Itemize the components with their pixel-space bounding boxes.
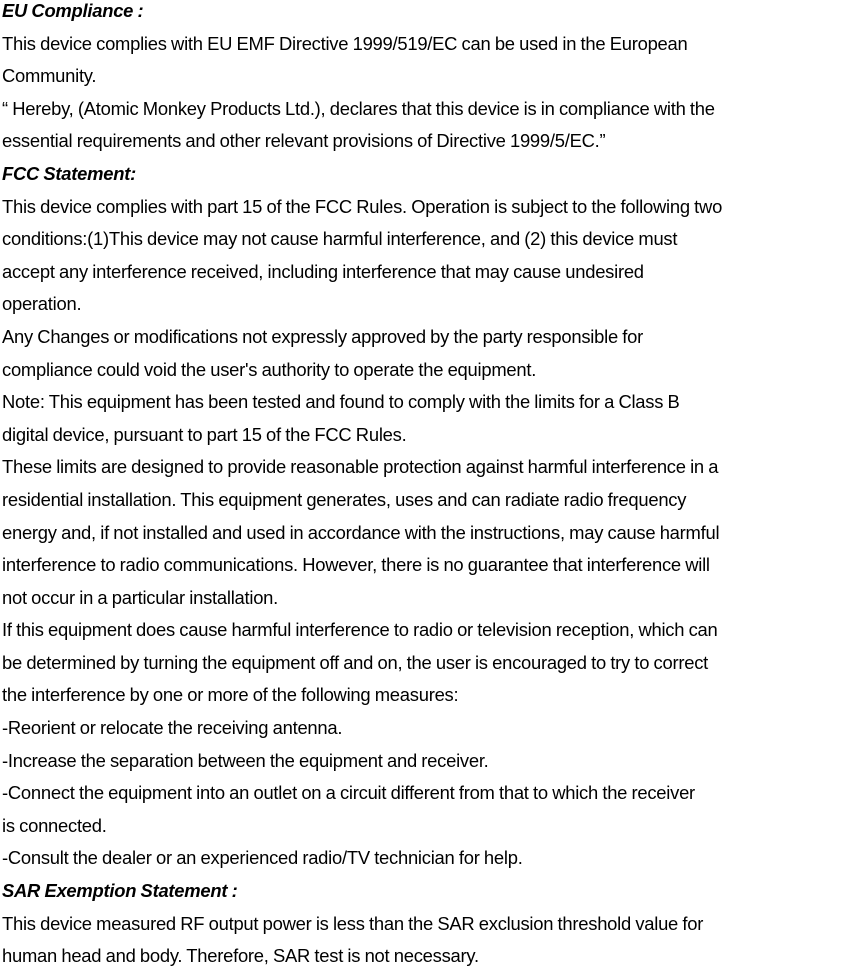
fcc-text-line: interference to radio communications. However, there is no guarantee that interference will (2, 554, 710, 576)
fcc-measure-item: -Connect the equipment into an outlet on a circuit different from that to which the receiver (2, 782, 695, 804)
fcc-measure-item: -Increase the separation between the equipment and receiver. (2, 749, 489, 771)
fcc-text-line: operation. (2, 293, 82, 315)
fcc-text-line: not occur in a particular installation. (2, 586, 279, 608)
fcc-statement-heading: FCC Statement: (2, 162, 136, 184)
fcc-text-line: residential installation. This equipment generates, uses and can radiate radio frequency (2, 488, 687, 510)
fcc-text-line: If this equipment does cause harmful interference to radio or television reception, which can (2, 619, 718, 641)
eu-text-line: This device complies with EU EMF Directive 1999/519/EC can be used in the European (2, 32, 688, 54)
fcc-text-line: be determined by turning the equipment off and on, the user is encouraged to try to correct (2, 651, 709, 673)
fcc-measure-item: -Consult the dealer or an experienced radio/TV technician for help. (2, 847, 523, 869)
sar-text-line: This device measured RF output power is less than the SAR exclusion threshold value for (2, 912, 704, 934)
fcc-text-line: conditions:(1)This device may not cause harmful interference, and (2) this device must (2, 228, 678, 250)
sar-text-line: human head and body. Therefore, SAR test is not necessary. (2, 945, 479, 967)
fcc-text-line: energy and, if not installed and used in accordance with the instructions, may cause harmful (2, 521, 720, 543)
fcc-text-line: digital device, pursuant to part 15 of the FCC Rules. (2, 423, 407, 445)
fcc-text-line: This device complies with part 15 of the FCC Rules. Operation is subject to the following two (2, 195, 723, 217)
eu-text-line: Community. (2, 65, 97, 87)
sar-exemption-heading: SAR Exemption Statement : (2, 880, 238, 902)
fcc-measure-item: is connected. (2, 814, 107, 836)
fcc-text-line: accept any interference received, including interference that may cause undesired (2, 260, 644, 282)
fcc-text-line: Note: This equipment has been tested and found to comply with the limits for a Class B (2, 391, 680, 413)
eu-compliance-heading: EU Compliance : (2, 0, 144, 21)
fcc-text-line: compliance could void the user's authority to operate the equipment. (2, 358, 537, 380)
fcc-text-line: These limits are designed to provide reasonable protection against harmful interference in a (2, 456, 719, 478)
fcc-text-line: Any Changes or modifications not expressly approved by the party responsible for (2, 325, 644, 347)
eu-text-line: essential requirements and other relevant provisions of Directive 1999/5/EC.” (2, 130, 606, 152)
fcc-text-line: the interference by one or more of the following measures: (2, 684, 459, 706)
eu-text-line: “ Hereby, (Atomic Monkey Products Ltd.), declares that this device is in compliance with the (2, 97, 715, 119)
fcc-measure-item: -Reorient or relocate the receiving antenna. (2, 717, 343, 739)
